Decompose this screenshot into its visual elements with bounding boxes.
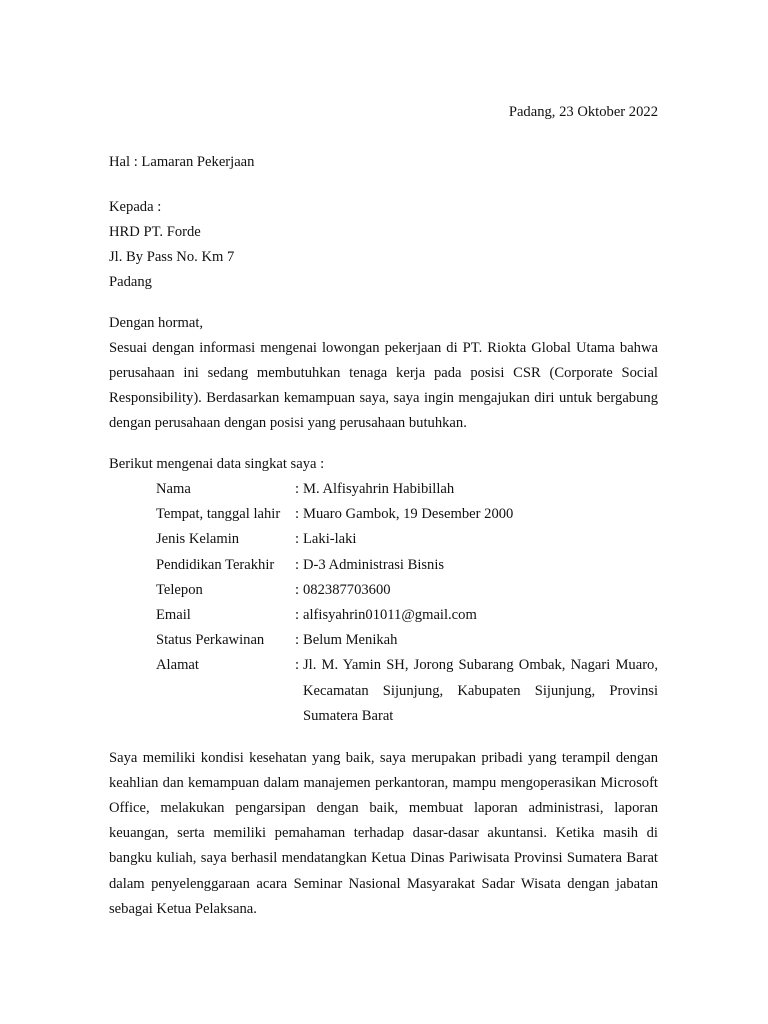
- data-row-telepon: [156, 578, 658, 603]
- data-value-wrap: [295, 502, 658, 527]
- personal-data-table: [156, 477, 658, 729]
- colon: :: [295, 581, 300, 598]
- colon: :: [295, 506, 300, 523]
- colon: :: [295, 481, 300, 497]
- data-value-cell: [295, 527, 658, 552]
- colon: :: [295, 531, 300, 548]
- data-label: Status Perkawinan: [156, 632, 265, 649]
- data-value: 082387703600: [303, 581, 391, 598]
- data-value: Jl. M. Yamin SH, Jorong Subarang Ombak, Nagari Muaro, Kecamatan Sijunjung, Kabupaten Sijunjung, Provinsi Sumatera Barat: [303, 657, 658, 724]
- colon: :: [295, 632, 300, 649]
- data-label: Tempat, tanggal lahir: [156, 506, 281, 523]
- recipient-city: Padang: [109, 274, 152, 290]
- data-value: Belum Menikah: [303, 632, 398, 649]
- data-label: Pendidikan Terakhir: [156, 556, 275, 573]
- data-row-nama: [156, 477, 658, 502]
- data-row-ttl: [156, 502, 658, 527]
- data-value-wrap: [295, 477, 658, 502]
- data-label: Jenis Kelamin: [156, 531, 240, 548]
- subject-line: Hal : Lamaran Pekerjaan: [109, 154, 255, 170]
- data-label: Telepon: [156, 581, 203, 598]
- data-row-pendidikan: [156, 553, 658, 578]
- data-value-wrap: [295, 553, 658, 578]
- colon: :: [295, 657, 300, 674]
- data-label: Email: [156, 607, 191, 624]
- greeting: Dengan hormat,: [109, 315, 204, 331]
- data-label: Nama: [156, 481, 191, 497]
- data-value: D-3 Administrasi Bisnis: [303, 556, 445, 573]
- data-value: Laki-laki: [303, 531, 357, 548]
- data-value: M. Alfisyahrin Habibillah: [303, 481, 455, 497]
- data-row-email: [156, 603, 658, 628]
- place-date: Padang, 23 Oktober 2022: [508, 104, 658, 120]
- data-value-cell: [295, 477, 658, 502]
- data-value-wrap: [295, 603, 658, 628]
- data-value: alfisyahrin01011@gmail.com: [303, 607, 477, 624]
- data-value-wrap: [295, 653, 658, 729]
- data-row-alamat: [156, 653, 658, 729]
- recipient-name: HRD PT. Forde: [109, 224, 201, 240]
- data-row-status: [156, 628, 658, 653]
- recipient-to-label: Kepada :: [109, 199, 162, 215]
- closing-paragraph: Saya memiliki kondisi kesehatan yang baik, saya merupakan pribadi yang terampil dengan keahlian dan kemampuan dalam manajemen perkantoran, mampu mengoperasikan Microsoft Office, melakukan pengarsipan dengan baik, membuat laporan administrasi, laporan keuangan, serta memiliki pemahaman terhadap dasar-dasar akuntansi. Ketika masih di bangku kuliah, saya berhasil mendatangkan Ketua Dinas Pariwisata Provinsi Sumatera Barat dalam penyelenggaraan acara Seminar Nasional Masyarakat Sadar Wisata dengan jabatan sebagai Ketua Pelaksana.: [109, 750, 658, 917]
- data-value-cell: [295, 653, 658, 729]
- recipient-block: [109, 195, 658, 295]
- data-value-wrap: [295, 578, 658, 603]
- data-value-cell: [295, 502, 658, 527]
- data-label: Alamat: [156, 657, 199, 674]
- data-value-wrap: [295, 527, 658, 552]
- data-value-cell: [295, 578, 658, 603]
- data-intro: Berikut mengenai data singkat saya :: [109, 456, 325, 472]
- recipient-street: Jl. By Pass No. Km 7: [109, 249, 235, 265]
- letter-page: [109, 96, 658, 936]
- colon: :: [295, 607, 300, 624]
- data-value-wrap: [295, 628, 658, 653]
- data-value-cell: [295, 553, 658, 578]
- data-value-cell: [295, 603, 658, 628]
- colon: :: [295, 556, 300, 573]
- opening-paragraph: Sesuai dengan informasi mengenai lowongan pekerjaan di PT. Riokta Global Utama bahwa perusahaan ini sedang membutuhkan tenaga kerja pada posisi CSR (Corporate Social Responsibility). Berdasarkan kemampuan saya, saya ingin mengajukan diri untuk bergabung dengan perusahaan dengan posisi yang perusahaan butuhkan.: [109, 340, 658, 431]
- data-value-cell: [295, 628, 658, 653]
- data-value: Muaro Gambok, 19 Desember 2000: [303, 506, 514, 523]
- data-row-jenis-kelamin: [156, 527, 658, 552]
